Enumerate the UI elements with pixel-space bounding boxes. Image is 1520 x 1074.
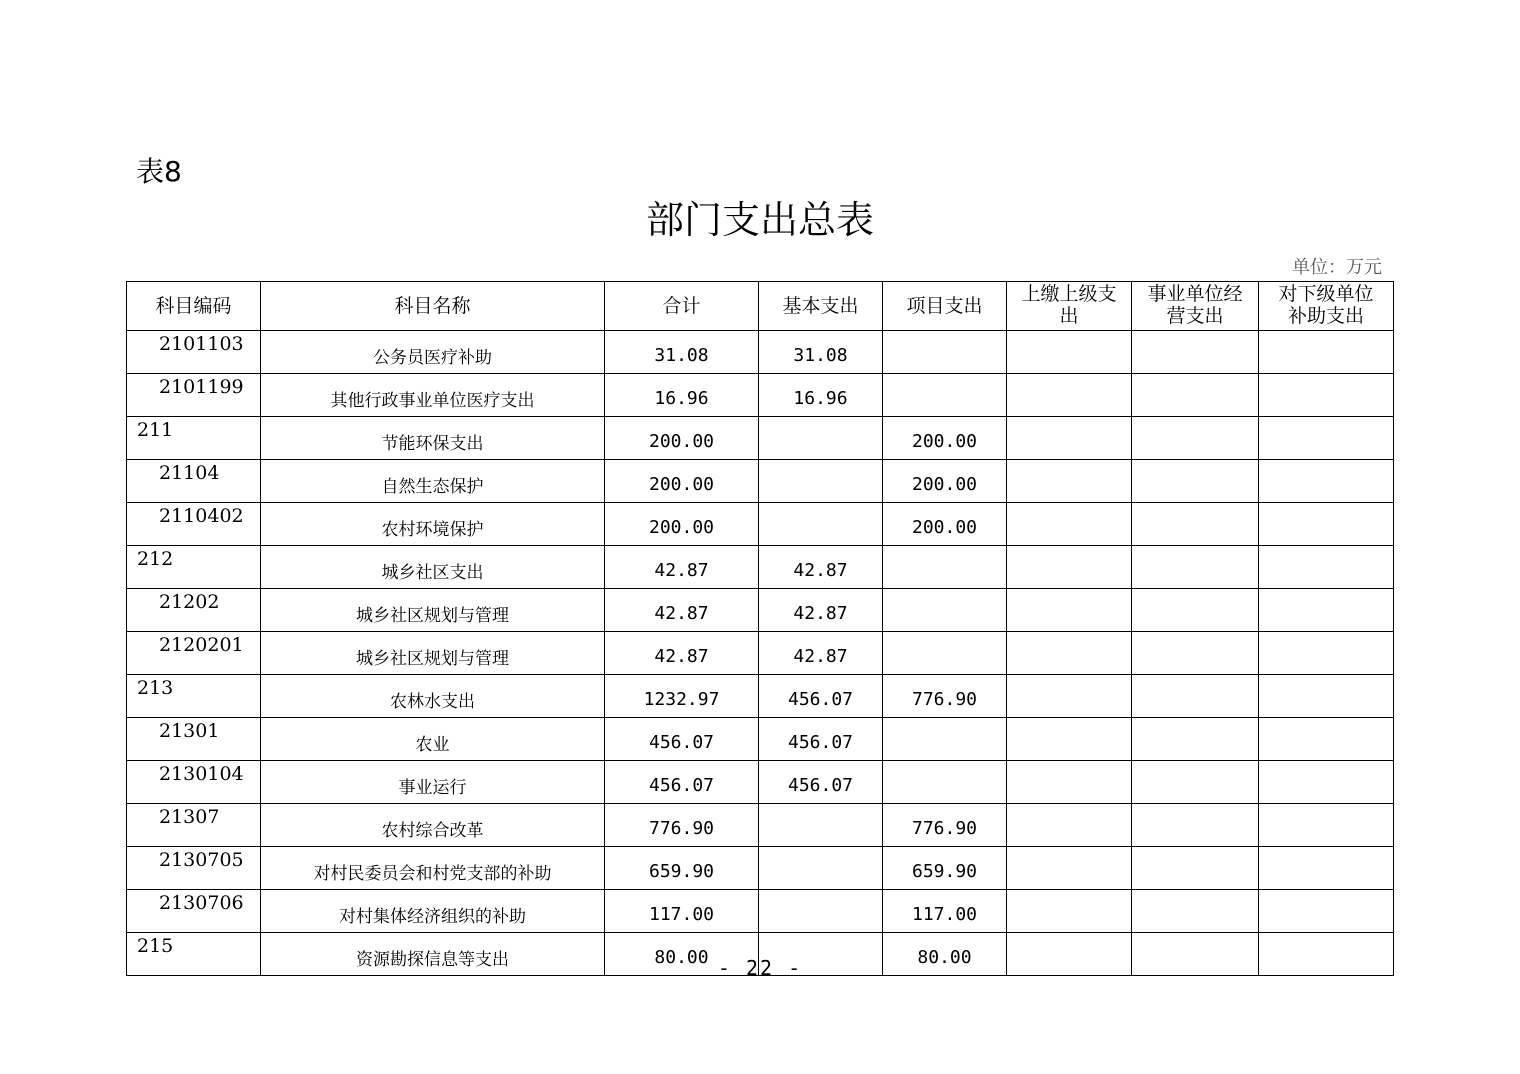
cell-lower-subsidy bbox=[1259, 460, 1394, 503]
cell-total: 1232.97 bbox=[605, 675, 759, 718]
cell-project-expense: 80.00 bbox=[883, 933, 1007, 976]
table-row bbox=[127, 718, 1394, 761]
unit-label: 单位：万元 bbox=[1292, 257, 1382, 278]
header-business-operation bbox=[1132, 282, 1259, 331]
cell-total: 42.87 bbox=[605, 589, 759, 632]
cell-upper-remit bbox=[1007, 890, 1132, 933]
cell-subject-name: 自然生态保护 bbox=[261, 460, 605, 503]
cell-business-operation bbox=[1132, 460, 1259, 503]
cell-business-operation bbox=[1132, 761, 1259, 804]
cell-basic-expense: 456.07 bbox=[759, 675, 883, 718]
cell-business-operation bbox=[1132, 374, 1259, 417]
cell-subject-code: 21307 bbox=[127, 804, 261, 847]
cell-upper-remit bbox=[1007, 546, 1132, 589]
page-title: 部门支出总表 bbox=[645, 198, 874, 242]
table-row bbox=[127, 890, 1394, 933]
cell-basic-expense bbox=[759, 847, 883, 890]
cell-business-operation bbox=[1132, 632, 1259, 675]
table-row bbox=[127, 847, 1394, 890]
cell-basic-expense: 42.87 bbox=[759, 546, 883, 589]
cell-project-expense: 200.00 bbox=[883, 417, 1007, 460]
cell-project-expense: 776.90 bbox=[883, 675, 1007, 718]
cell-subject-code: 2120201 bbox=[127, 632, 261, 675]
cell-subject-code: 21301 bbox=[127, 718, 261, 761]
cell-total: 117.00 bbox=[605, 890, 759, 933]
header-subject-name: 科目名称 bbox=[261, 282, 605, 331]
header-subject-code: 科目编码 bbox=[127, 282, 261, 331]
cell-upper-remit bbox=[1007, 417, 1132, 460]
table-body bbox=[127, 331, 1394, 976]
cell-business-operation bbox=[1132, 847, 1259, 890]
header-lower-subsidy-line2: 补助支出 bbox=[1287, 305, 1364, 327]
cell-basic-expense: 42.87 bbox=[759, 632, 883, 675]
cell-lower-subsidy bbox=[1259, 847, 1394, 890]
cell-subject-name: 农林水支出 bbox=[261, 675, 605, 718]
cell-project-expense: 200.00 bbox=[883, 503, 1007, 546]
table-row bbox=[127, 804, 1394, 847]
cell-project-expense bbox=[883, 546, 1007, 589]
cell-subject-name: 其他行政事业单位医疗支出 bbox=[261, 374, 605, 417]
cell-subject-code: 2130705 bbox=[127, 847, 261, 890]
cell-total: 42.87 bbox=[605, 546, 759, 589]
cell-subject-code: 21104 bbox=[127, 460, 261, 503]
cell-upper-remit bbox=[1007, 675, 1132, 718]
cell-project-expense bbox=[883, 589, 1007, 632]
cell-lower-subsidy bbox=[1259, 804, 1394, 847]
cell-business-operation bbox=[1132, 890, 1259, 933]
table-row bbox=[127, 761, 1394, 804]
cell-subject-code: 2101103 bbox=[127, 331, 261, 374]
cell-lower-subsidy bbox=[1259, 503, 1394, 546]
cell-basic-expense bbox=[759, 503, 883, 546]
cell-subject-name: 公务员医疗补助 bbox=[261, 331, 605, 374]
table-row bbox=[127, 503, 1394, 546]
cell-lower-subsidy bbox=[1259, 632, 1394, 675]
header-total: 合计 bbox=[605, 282, 759, 331]
cell-lower-subsidy bbox=[1259, 890, 1394, 933]
table-row bbox=[127, 460, 1394, 503]
cell-lower-subsidy bbox=[1259, 675, 1394, 718]
cell-business-operation bbox=[1132, 675, 1259, 718]
cell-subject-code: 215 bbox=[127, 933, 261, 976]
cell-lower-subsidy bbox=[1259, 718, 1394, 761]
table-row bbox=[127, 374, 1394, 417]
cell-upper-remit bbox=[1007, 460, 1132, 503]
cell-upper-remit bbox=[1007, 632, 1132, 675]
cell-total: 200.00 bbox=[605, 417, 759, 460]
cell-project-expense: 200.00 bbox=[883, 460, 1007, 503]
header-business-operation-line1: 事业单位经 bbox=[1147, 283, 1243, 305]
cell-project-expense bbox=[883, 718, 1007, 761]
cell-project-expense: 776.90 bbox=[883, 804, 1007, 847]
cell-project-expense bbox=[883, 632, 1007, 675]
cell-total: 776.90 bbox=[605, 804, 759, 847]
cell-subject-name: 城乡社区规划与管理 bbox=[261, 632, 605, 675]
table-row bbox=[127, 417, 1394, 460]
cell-upper-remit bbox=[1007, 718, 1132, 761]
cell-subject-name: 城乡社区支出 bbox=[261, 546, 605, 589]
cell-basic-expense: 16.96 bbox=[759, 374, 883, 417]
cell-upper-remit bbox=[1007, 374, 1132, 417]
cell-total: 456.07 bbox=[605, 718, 759, 761]
header-business-operation-line2: 营支出 bbox=[1166, 305, 1224, 327]
cell-business-operation bbox=[1132, 589, 1259, 632]
cell-upper-remit bbox=[1007, 761, 1132, 804]
cell-upper-remit bbox=[1007, 847, 1132, 890]
cell-project-expense: 659.90 bbox=[883, 847, 1007, 890]
cell-project-expense bbox=[883, 331, 1007, 374]
cell-basic-expense bbox=[759, 460, 883, 503]
cell-lower-subsidy bbox=[1259, 331, 1394, 374]
cell-total: 200.00 bbox=[605, 503, 759, 546]
cell-business-operation bbox=[1132, 331, 1259, 374]
cell-basic-expense bbox=[759, 417, 883, 460]
cell-total: 659.90 bbox=[605, 847, 759, 890]
table-number-label: 表8 bbox=[136, 155, 182, 188]
header-lower-subsidy-line1: 对下级单位 bbox=[1278, 283, 1374, 305]
cell-subject-name: 城乡社区规划与管理 bbox=[261, 589, 605, 632]
cell-basic-expense: 42.87 bbox=[759, 589, 883, 632]
cell-lower-subsidy bbox=[1259, 761, 1394, 804]
cell-subject-name: 对村集体经济组织的补助 bbox=[261, 890, 605, 933]
cell-subject-code: 2101199 bbox=[127, 374, 261, 417]
header-basic-expense: 基本支出 bbox=[759, 282, 883, 331]
cell-lower-subsidy bbox=[1259, 417, 1394, 460]
page-number: - 22 - bbox=[717, 956, 803, 980]
cell-business-operation bbox=[1132, 718, 1259, 761]
cell-business-operation bbox=[1132, 503, 1259, 546]
cell-lower-subsidy bbox=[1259, 374, 1394, 417]
cell-basic-expense bbox=[759, 890, 883, 933]
cell-project-expense bbox=[883, 374, 1007, 417]
table-header-row bbox=[127, 282, 1394, 331]
cell-lower-subsidy bbox=[1259, 546, 1394, 589]
table-row bbox=[127, 589, 1394, 632]
cell-subject-name: 农村综合改革 bbox=[261, 804, 605, 847]
cell-upper-remit bbox=[1007, 503, 1132, 546]
cell-total: 42.87 bbox=[605, 632, 759, 675]
header-upper-remit-line1: 上缴上级支 bbox=[1021, 283, 1117, 305]
cell-upper-remit bbox=[1007, 804, 1132, 847]
cell-total: 456.07 bbox=[605, 761, 759, 804]
cell-subject-name: 节能环保支出 bbox=[261, 417, 605, 460]
cell-project-expense: 117.00 bbox=[883, 890, 1007, 933]
cell-basic-expense: 456.07 bbox=[759, 718, 883, 761]
cell-subject-code: 211 bbox=[127, 417, 261, 460]
cell-upper-remit bbox=[1007, 331, 1132, 374]
cell-subject-name: 农业 bbox=[261, 718, 605, 761]
cell-subject-name: 资源勘探信息等支出 bbox=[261, 933, 605, 976]
cell-business-operation bbox=[1132, 546, 1259, 589]
cell-subject-code: 2130706 bbox=[127, 890, 261, 933]
cell-total: 200.00 bbox=[605, 460, 759, 503]
table-row bbox=[127, 675, 1394, 718]
cell-upper-remit bbox=[1007, 589, 1132, 632]
cell-subject-code: 213 bbox=[127, 675, 261, 718]
cell-subject-name: 事业运行 bbox=[261, 761, 605, 804]
table-row bbox=[127, 546, 1394, 589]
header-upper-remit-line2: 出 bbox=[1059, 305, 1079, 327]
cell-business-operation bbox=[1132, 417, 1259, 460]
cell-subject-code: 2130104 bbox=[127, 761, 261, 804]
cell-basic-expense: 456.07 bbox=[759, 761, 883, 804]
cell-total: 80.00 bbox=[605, 933, 759, 976]
table-row bbox=[127, 331, 1394, 374]
cell-total: 31.08 bbox=[605, 331, 759, 374]
cell-subject-code: 212 bbox=[127, 546, 261, 589]
cell-subject-name: 对村民委员会和村党支部的补助 bbox=[261, 847, 605, 890]
cell-subject-name: 农村环境保护 bbox=[261, 503, 605, 546]
cell-subject-code: 21202 bbox=[127, 589, 261, 632]
header-upper-remit bbox=[1007, 282, 1132, 331]
cell-business-operation bbox=[1132, 804, 1259, 847]
table-row bbox=[127, 632, 1394, 675]
expense-summary-table bbox=[126, 281, 1394, 976]
cell-lower-subsidy bbox=[1259, 589, 1394, 632]
cell-project-expense bbox=[883, 761, 1007, 804]
cell-total: 16.96 bbox=[605, 374, 759, 417]
cell-basic-expense bbox=[759, 804, 883, 847]
header-project-expense: 项目支出 bbox=[883, 282, 1007, 331]
cell-basic-expense: 31.08 bbox=[759, 331, 883, 374]
cell-subject-code: 2110402 bbox=[127, 503, 261, 546]
header-lower-subsidy bbox=[1259, 282, 1394, 331]
